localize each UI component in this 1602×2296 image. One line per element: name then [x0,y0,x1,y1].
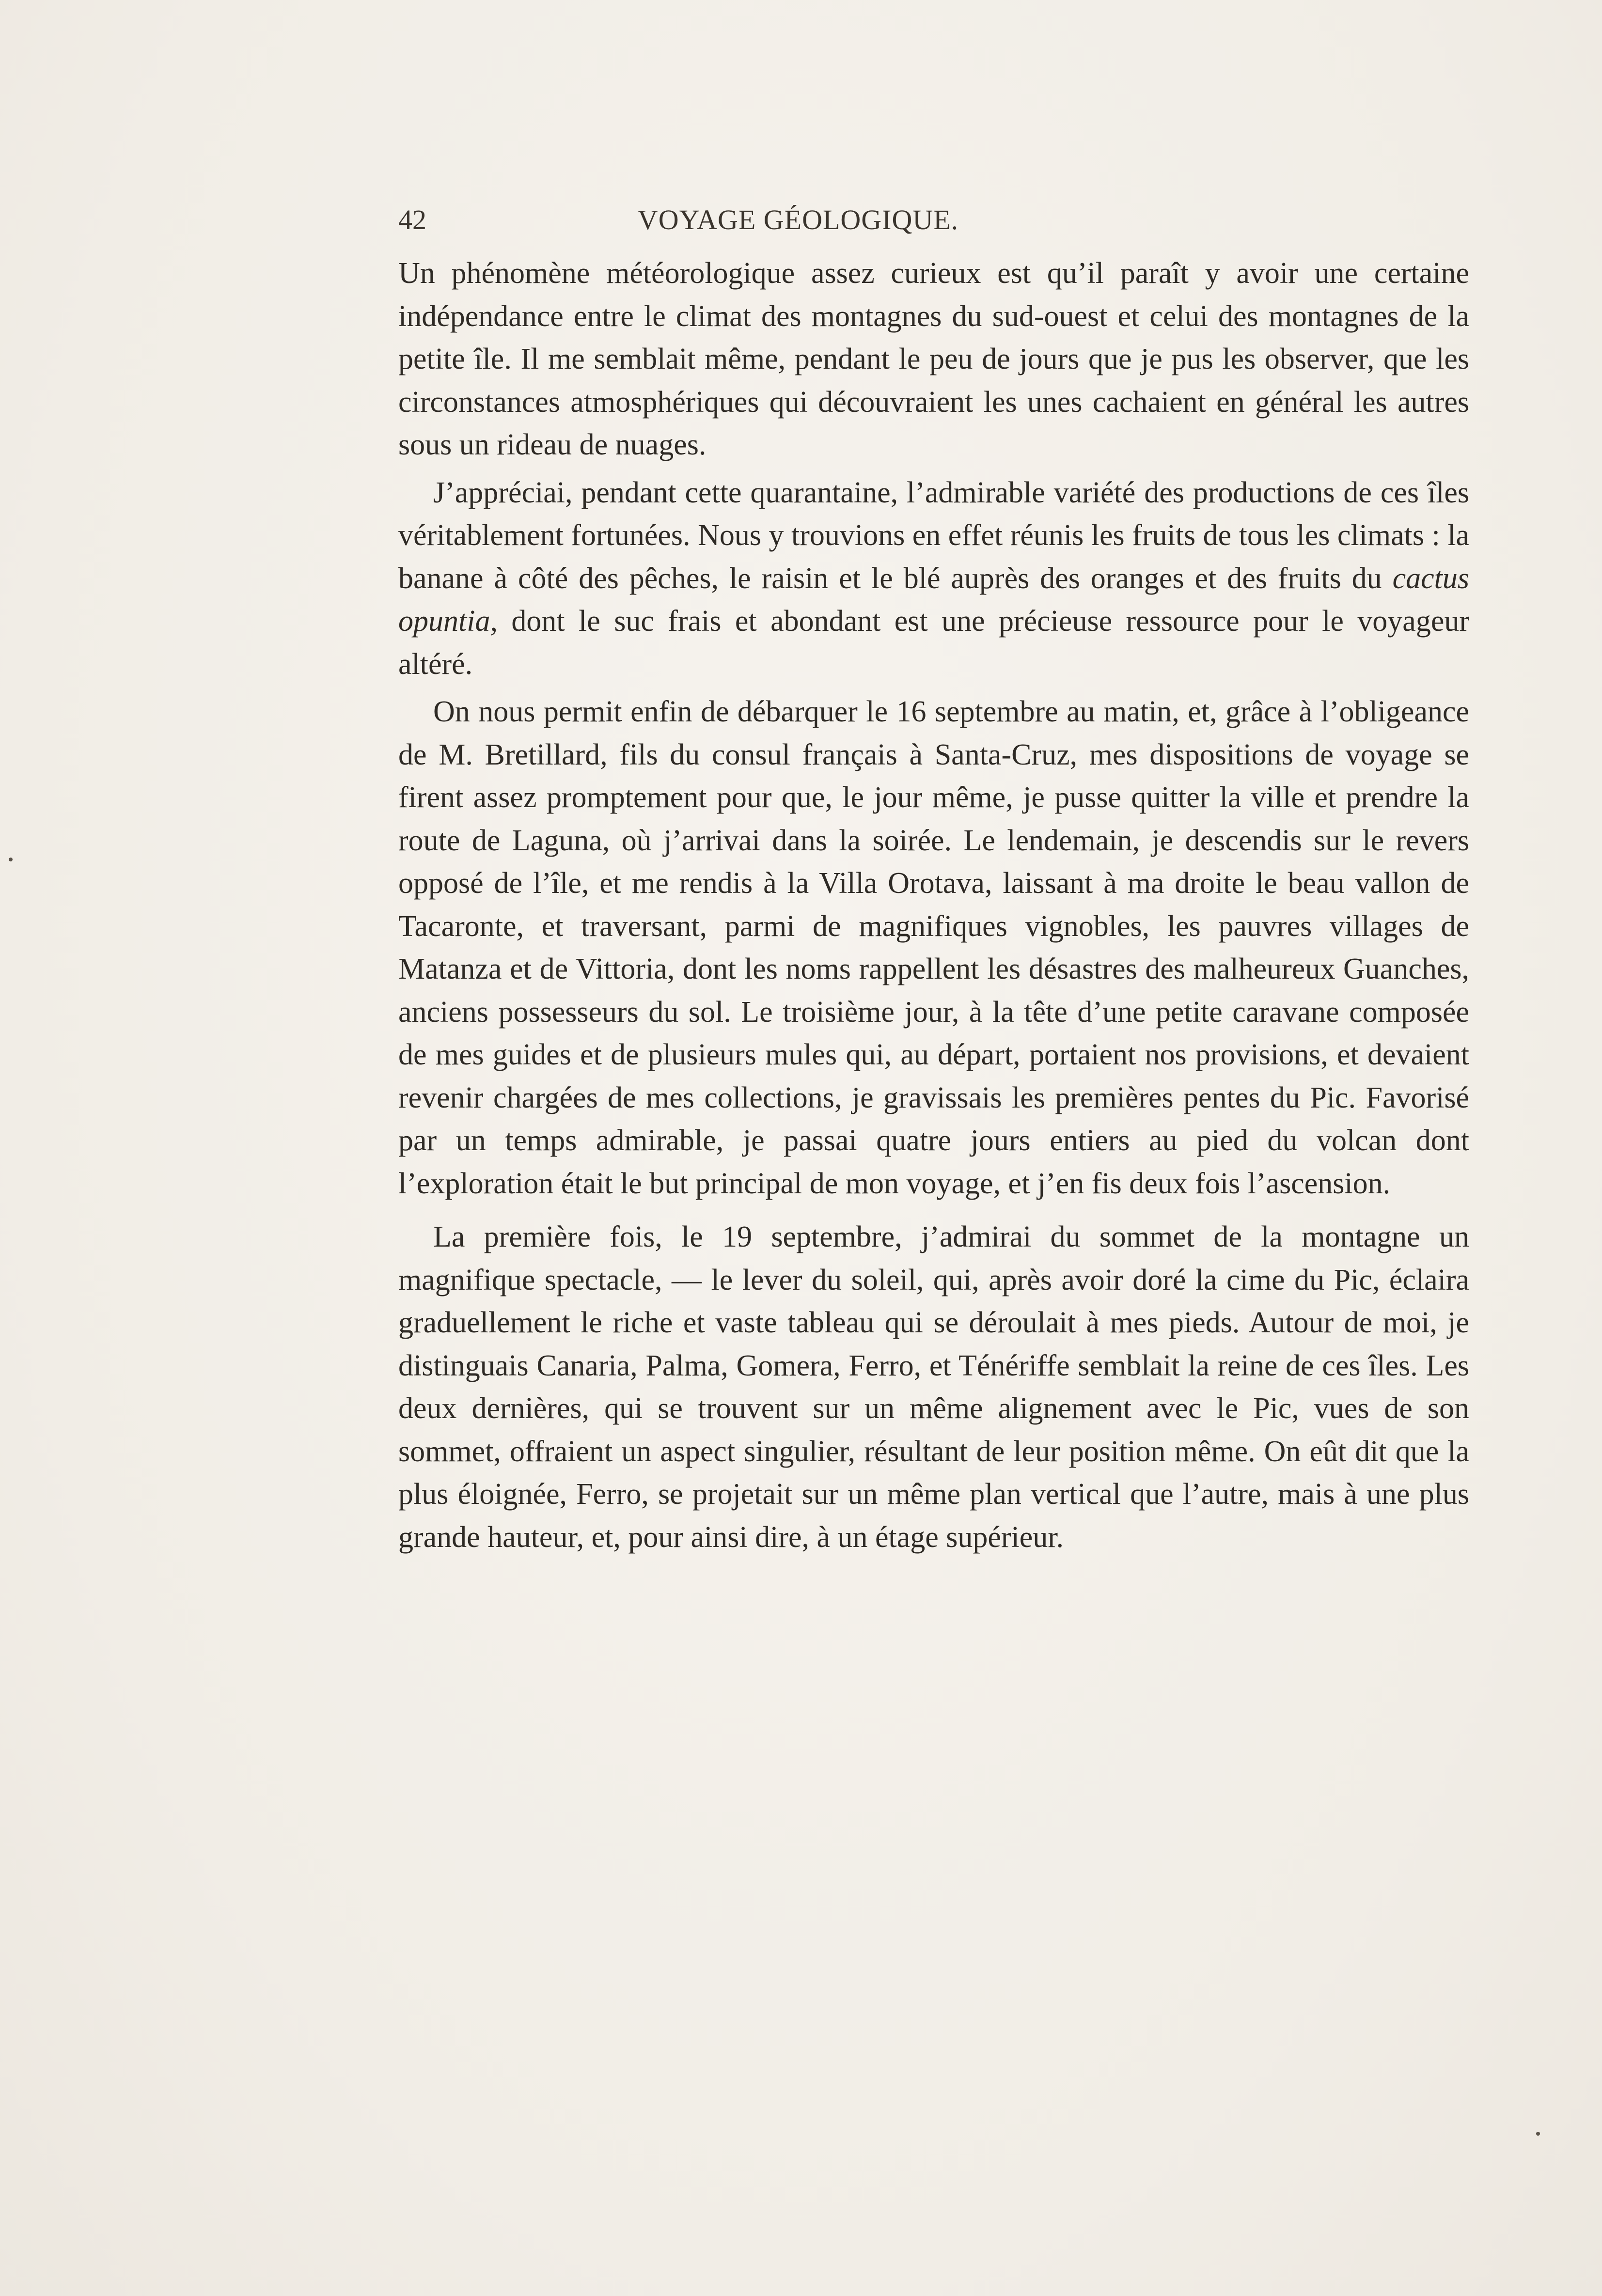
paragraph-3: On nous permit enfin de débarquer le 16 septembre au matin, et, grâce à l’obligeance de M. Bretillard, fils du consul français à Santa-Cruz, mes dispositions de voyage se firent assez promptement pour que, le jour même, je pusse quitter la ville et prendre la route de Laguna, où j’arrivai dans la soirée. Le lendemain, je descendis sur le revers opposé de l’île, et me rendis à la Villa Orotava, laissant à ma droite le beau vallon de Tacaronte, et traversant, parmi de magnifiques vignobles, les pauvres villages de Matanza et de Vittoria, dont les noms rappellent les désastres des malheureux Guanches, anciens possesseurs du sol. Le troisième jour, à la tête d’une petite caravane composée de mes guides et de plusieurs mules qui, au départ, portaient nos provisions, et devaient revenir chargées de mes collections, je gravissais les premières pentes du Pic. Favorisé par un temps admirable, je passai quatre jours entiers au pied du volcan dont l’exploration était le but principal de mon voyage, et j’en fis deux fois l’ascension. [398,695,1469,1200]
species-name: cactus opuntia [398,562,1469,638]
body-text [398,252,1469,1559]
paragraph-4: La première fois, le 19 septembre, j’admirai du sommet de la montagne un magnifique spectacle, — le lever du soleil, qui, après avoir doré la cime du Pic, éclaira graduellement le riche et vaste tableau qui se déroulait à mes pieds. Autour de moi, je distinguais Canaria, Palma, Gomera, Ferro, et Ténériffe semblait la reine de ces îles. Les deux dernières, qui se trouvent sur un même alignement avec le Pic, vues de son sommet, offraient un aspect singulier, résultant de leur position même. On eût dit que la plus éloignée, Ferro, se projetait sur un même plan vertical que l’autre, mais à une plus grande hauteur, et, pour ainsi dire, à un étage supérieur. [398,1220,1469,1554]
paragraph-1: Un phénomène météorologique assez curieux est qu’il paraît y avoir une certaine indépendance entre le climat des montagnes du sud-ouest et celui des montagnes de la petite île. Il me semblait même, pendant le peu de jours que je pus les observer, que les circonstances atmosphériques qui découvraient les unes cachaient en général les autres sous un rideau de nuages. [398,257,1469,461]
paragraph-2: J’appréciai, pendant cette quarantaine, l’admirable variété des productions de ces îles véritablement fortunées. Nous y trouvions en effet réunis les fruits de tous les climats : la banane à côté des pêches, le raisin et le blé auprès des oranges et des fruits du cactus opuntia, dont le suc frais et abondant est une précieuse ressource pour le voyageur altéré. [398,476,1469,681]
margin-speck [9,858,13,861]
running-head: VOYAGE GÉOLOGIQUE. [637,204,959,235]
page-number: 42 [398,204,426,235]
page-header [398,203,1198,247]
margin-speck [1536,2132,1540,2136]
